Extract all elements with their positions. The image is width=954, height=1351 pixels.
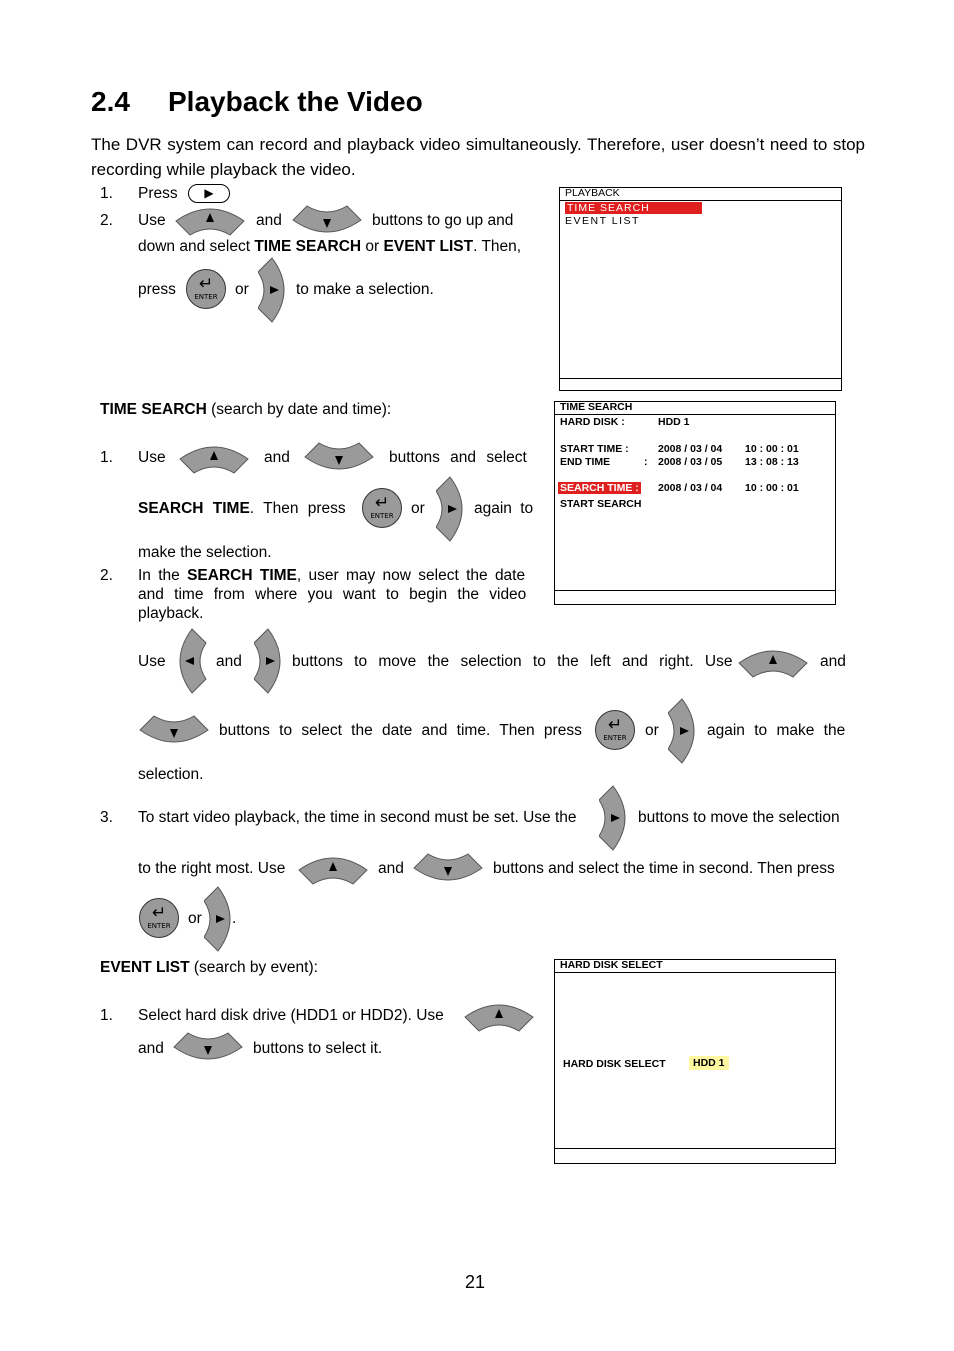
step-text: buttons to move the selection to the left and right. Use (292, 653, 733, 670)
step-text: again to (474, 500, 534, 517)
page-number: 21 (465, 1272, 486, 1292)
screen-title: HARD DISK SELECT (555, 960, 835, 973)
enter-button-icon: ↵ ENTER (139, 898, 179, 938)
step-text: and (820, 653, 846, 670)
step-text: again to make the (707, 722, 846, 739)
up-arrow-button-icon (297, 852, 371, 888)
step-number: 1. (100, 449, 113, 466)
step-text: or (645, 722, 659, 739)
step-text: buttons to go up and (372, 212, 514, 229)
screen-title: TIME SEARCH (555, 402, 835, 415)
start-time: 10 : 00 : 01 (745, 443, 799, 455)
down-arrow-button-icon (172, 1031, 246, 1067)
down-arrow-button-icon (138, 714, 212, 750)
right-arrow-button-icon (668, 697, 700, 765)
hdd-value[interactable]: HDD 1 (658, 416, 690, 428)
up-arrow-button-icon (178, 441, 252, 477)
enter-button-icon: ↵ ENTER (362, 488, 402, 528)
down-arrow-button-icon (291, 204, 365, 240)
step-text: To start video playback, the time in second must be set. Use the (138, 809, 577, 826)
step-text: and (138, 1040, 164, 1057)
step-text-line: SEARCH TIME. Then press (138, 500, 346, 517)
step-text-line: and time from where you want to begin the video (138, 586, 527, 603)
step-text: make the selection. (138, 544, 272, 561)
step-text: or (411, 500, 425, 517)
up-arrow-button-icon (174, 203, 248, 239)
step-text: buttons and select the time in second. Then press (493, 860, 835, 877)
intro-paragraph: The DVR system can record and playback video simultaneously. Therefore, user doesn’t need to stop recording while playback the video. (91, 135, 865, 179)
step-text: Press (138, 185, 178, 202)
step-text: and (216, 653, 242, 670)
step-text: Select hard disk drive (HDD1 or HDD2). Use (138, 1007, 444, 1024)
start-date: 2008 / 03 / 04 (658, 443, 723, 455)
step-number: 1. (100, 185, 113, 202)
up-arrow-button-icon (463, 999, 537, 1035)
step-text: Use (138, 212, 166, 229)
section-heading (91, 86, 423, 118)
right-arrow-button-icon (254, 627, 286, 695)
subsection-heading: EVENT LIST (search by event): (100, 959, 318, 976)
search-time[interactable]: 10 : 00 : 01 (745, 482, 799, 494)
step-text-line: down and select TIME SEARCH or EVENT LIST. Then, (138, 238, 522, 255)
end-colon: : (644, 456, 648, 468)
menu-item-event-list[interactable]: EVENT LIST (565, 215, 640, 227)
screen-footer (555, 590, 835, 604)
section-number: 2.4 (91, 86, 130, 117)
hard-disk-select-screen (554, 959, 836, 1164)
playback-screen (559, 187, 842, 391)
right-arrow-button-icon (258, 256, 290, 324)
step-text: Use (138, 653, 166, 670)
search-date[interactable]: 2008 / 03 / 04 (658, 482, 723, 494)
right-arrow-button-icon (436, 475, 468, 543)
step-text: buttons and select (389, 449, 527, 466)
step-text: to make a selection. (296, 281, 434, 298)
right-arrow-button-icon (599, 784, 631, 852)
step-text: to the right most. Use (138, 860, 286, 877)
left-arrow-button-icon (176, 627, 208, 695)
hdd-label: HARD DISK : (560, 416, 625, 428)
step-text: . (232, 910, 237, 927)
search-time-label[interactable]: SEARCH TIME : (560, 482, 639, 494)
step-text-line: playback. (138, 605, 204, 622)
step-text: and (256, 212, 282, 229)
enter-button-icon: ↵ ENTER (595, 710, 635, 750)
step-text: or (188, 910, 202, 927)
start-time-label: START TIME : (560, 443, 629, 455)
step-text: buttons to move the selection (638, 809, 840, 826)
time-search-screen (554, 401, 836, 605)
step-text: Use (138, 449, 166, 466)
up-arrow-button-icon (737, 645, 811, 681)
end-date: 2008 / 03 / 05 (658, 456, 723, 468)
step-text: press (138, 281, 176, 298)
end-time-label: END TIME (560, 456, 611, 468)
screen-title: PLAYBACK (560, 188, 841, 201)
start-search-item[interactable]: START SEARCH (560, 498, 642, 510)
down-arrow-button-icon (412, 852, 486, 888)
end-time: 13 : 08 : 13 (745, 456, 799, 468)
step-number: 2. (100, 212, 113, 229)
screen-footer (560, 378, 841, 390)
step-text-line: In the SEARCH TIME, user may now select the date (138, 567, 526, 584)
step-number: 2. (100, 567, 113, 584)
step-text: buttons to select it. (253, 1040, 383, 1057)
subsection-heading: TIME SEARCH (search by date and time): (100, 401, 392, 418)
step-text: or (235, 281, 249, 298)
screen-footer (555, 1148, 835, 1163)
step-number: 1. (100, 1007, 113, 1024)
hdd-select-value[interactable]: HDD 1 (689, 1056, 729, 1070)
step-text: and (264, 449, 290, 466)
enter-button-icon: ↵ ENTER (186, 269, 226, 309)
step-text: and (378, 860, 404, 877)
play-button-icon: ▶ (188, 184, 230, 203)
step-text: buttons to select the date and time. Then press (219, 722, 582, 739)
hdd-select-label: HARD DISK SELECT (563, 1058, 666, 1070)
down-arrow-button-icon (303, 441, 377, 477)
step-text: selection. (138, 766, 204, 783)
step-number: 3. (100, 809, 113, 826)
section-title: Playback the Video (168, 86, 423, 117)
menu-item-time-search[interactable]: TIME SEARCH (563, 202, 702, 214)
